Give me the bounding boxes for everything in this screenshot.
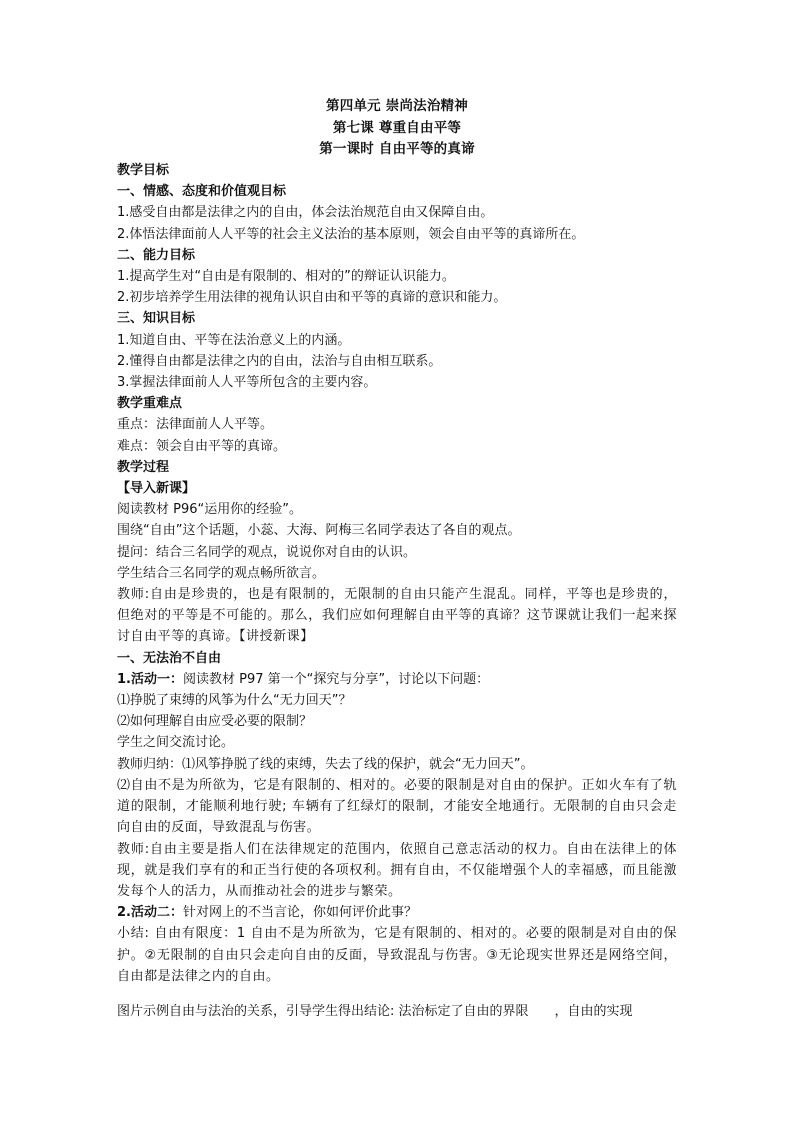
activity-label: 1.活动一：: [117, 671, 183, 687]
text-line: 3.掌握法律面前人人平等所包含的主要内容。: [117, 375, 377, 391]
section-heading: 教学目标: [117, 163, 170, 178]
subsection-heading: 一、无法治不自由: [117, 650, 222, 666]
subsection-heading: 一、情感、态度和价值观目标: [117, 184, 287, 200]
paragraph-gap: [117, 987, 677, 1001]
text-line: 提问：结合三名同学的观点，说说你对自由的认识。: [117, 544, 417, 560]
question-line: ⑵如何理解自由应受必要的限制？: [117, 714, 313, 730]
activity-text: 针对网上的不当言论，你如何评价此事？: [182, 905, 417, 921]
paragraph: 小结: 自由有限度：1 自由不是为所欲为，它是有限制的、相对的。必要的限制是对自由的保护。②无限制的自由只会走向自由的反面，导致混乱与伤害。③无论现实世界还是网络空间，自由都是法律之内的自由。: [117, 926, 677, 984]
text-line: 2.懂得自由都是法律之内的自由，法治与自由相互联系。: [117, 353, 442, 369]
text-line: 1.提高学生对“自由是有限制的、相对的”的辩证认识能力。: [117, 269, 455, 285]
activity-line: [117, 669, 677, 690]
text-line: 阅读教材 P96“运用你的经验”。: [117, 502, 302, 518]
text-line: 难点：领会自由平等的真谛。: [117, 438, 287, 454]
text-line: 学生之间交流讨论。: [117, 735, 235, 751]
text-line: 图片示例自由与法治的关系，引导学生得出结论: 法治标定了自由的界限 ，自由的实现: [117, 1003, 633, 1019]
section-heading: 教学过程: [117, 459, 170, 475]
subsection-heading: 二、能力目标: [117, 247, 196, 263]
text-line: 教师归纳：⑴风筝挣脱了线的束缚，失去了线的保护，就会“无力回天”。: [117, 756, 534, 772]
activity-label: 2.活动二：: [117, 905, 183, 921]
text-line: 围绕“自由”这个话题，小蕊、大海、阿梅三名同学表达了各自的观点。: [117, 523, 521, 539]
period-title: 第一课时 自由平等的真谛: [319, 141, 475, 157]
paragraph: ⑵自由不是为所欲为，它是有限制的、相对的。必要的限制是对自由的保护。正如火车有了轨道的限制，才能顺利地行驶; 车辆有了红绿灯的限制，才能安全地通行。无限制的自由只会走向自由的反面，导致混乱与伤害。: [117, 777, 677, 836]
text-line: 2.体悟法律面前人人平等的社会主义法治的基本原则，领会自由平等的真谛所在。: [117, 226, 585, 242]
text-line: 1.知道自由、平等在法治意义上的内涵。: [117, 332, 351, 348]
bracket-heading: 【导入新课】: [117, 481, 196, 497]
activity-line: [117, 902, 677, 923]
text-line: 1.感受自由都是法律之内的自由，体会法治规范自由又保障自由。: [117, 205, 494, 221]
activity-text: 阅读教材 P97 第一个“探究与分享”，讨论以下问题：: [182, 671, 490, 687]
text-line: 学生结合三名同学的观点畅所欲言。: [117, 565, 326, 581]
document-titles: [0, 96, 794, 161]
unit-title: 第四单元 崇尚法治精神: [326, 98, 468, 114]
text-line: 2.初步培养学生用法律的视角认识自由和平等的真谛的意识和能力。: [117, 290, 507, 306]
section-heading: 教学重难点: [117, 396, 183, 412]
question-line: ⑴挣脱了束缚的风筝为什么“无力回天”？: [117, 693, 352, 709]
paragraph: 教师:自由是珍贵的，也是有限制的，无限制的自由只能产生混乱。同样，平等也是珍贵的，但绝对的平等是不可能的。那么，我们应如何理解自由平等的真谛？这节课就让我们一起来探讨自由平等的真谛。【讲授新课】: [117, 587, 677, 645]
paragraph: 教师:自由主要是指人们在法律规定的范围内，依照自己意志活动的权力。自由在法律上的体现，就是我们享有的和正当行使的各项权利。拥有自由，不仅能增强个人的幸福感，而且能激发每个人的活力，从而推动社会的进步与繁荣。: [117, 841, 677, 899]
lesson-title: 第七课 尊重自由平等: [332, 119, 462, 136]
text-line: 重点：法律面前人人平等。: [117, 417, 274, 433]
document-body: [117, 160, 677, 1022]
subsection-heading: 三、知识目标: [117, 311, 196, 327]
